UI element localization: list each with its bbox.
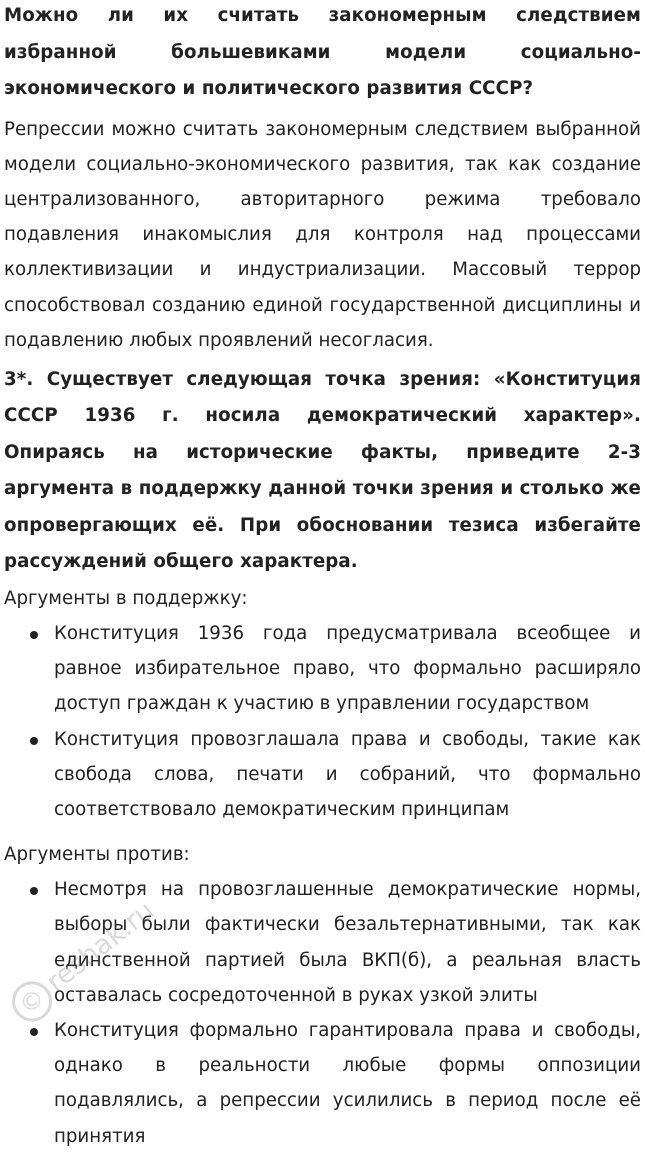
list-item (4, 1013, 641, 1154)
question-1: Можно ли их считать закономерным следствием избранной большевиками модели социально-экономического и политического развития СССР? (4, 5, 641, 99)
answer-1: Репрессии можно считать закономерным следствием выбранной модели социально-экономического развития, так как создание централизованного, авторитарного режима требовало подавления инакомыслия для контроля над процессами коллективизации и индустриализации. Массовый террор способствовал созданию единой государственной дисциплины и подавлению любых проявлений несогласия. (4, 118, 641, 351)
list-item-text: Конституция формально гарантировала права и свободы, однако в реальности любые формы оппозиции подавлялись, а репрессии усилились в период после её принятия (54, 1019, 641, 1147)
support-arguments-list (4, 616, 641, 827)
question-2: 3*. Существует следующая точка зрения: «Конституция СССР 1936 г. носила демократический характер». Опираясь на исторические факты, приведите 2-3 аргумента в поддержку данной точки зрения и столько же опровергающих её. При обосновании тезиса избегайте рассуждений общего характера. (4, 368, 641, 573)
support-arguments-label: Аргументы в поддержку: (4, 587, 248, 609)
list-item (4, 872, 641, 1013)
bullet-icon (30, 1028, 38, 1036)
against-arguments-label: Аргументы против: (4, 844, 190, 866)
list-item-text: Конституция 1936 года предусматривала всеобщее и равное избирательное право, что формально расширяло доступ граждан к участию в управлении государством (54, 622, 641, 715)
list-item-text: Конституция провозглашала права и свободы, такие как свобода слова, печати и собраний, что формально соответствовало демократическим принципам (54, 728, 641, 820)
bullet-icon (30, 737, 38, 745)
list-item-text: Несмотря на провозглашенные демократические нормы, выборы были фактически безальтернативными, так как единственной партией была ВКП(б), а реальная власть оставалась сосредоточенной в руках узкой элиты (54, 879, 641, 1006)
watermark-text: reshak.ru (40, 895, 161, 999)
bullet-icon (30, 631, 38, 639)
bullet-icon (30, 887, 38, 895)
list-item (4, 722, 641, 828)
copyright-icon: © (4, 973, 60, 1029)
against-arguments-list (4, 872, 641, 1154)
list-item (4, 616, 641, 722)
